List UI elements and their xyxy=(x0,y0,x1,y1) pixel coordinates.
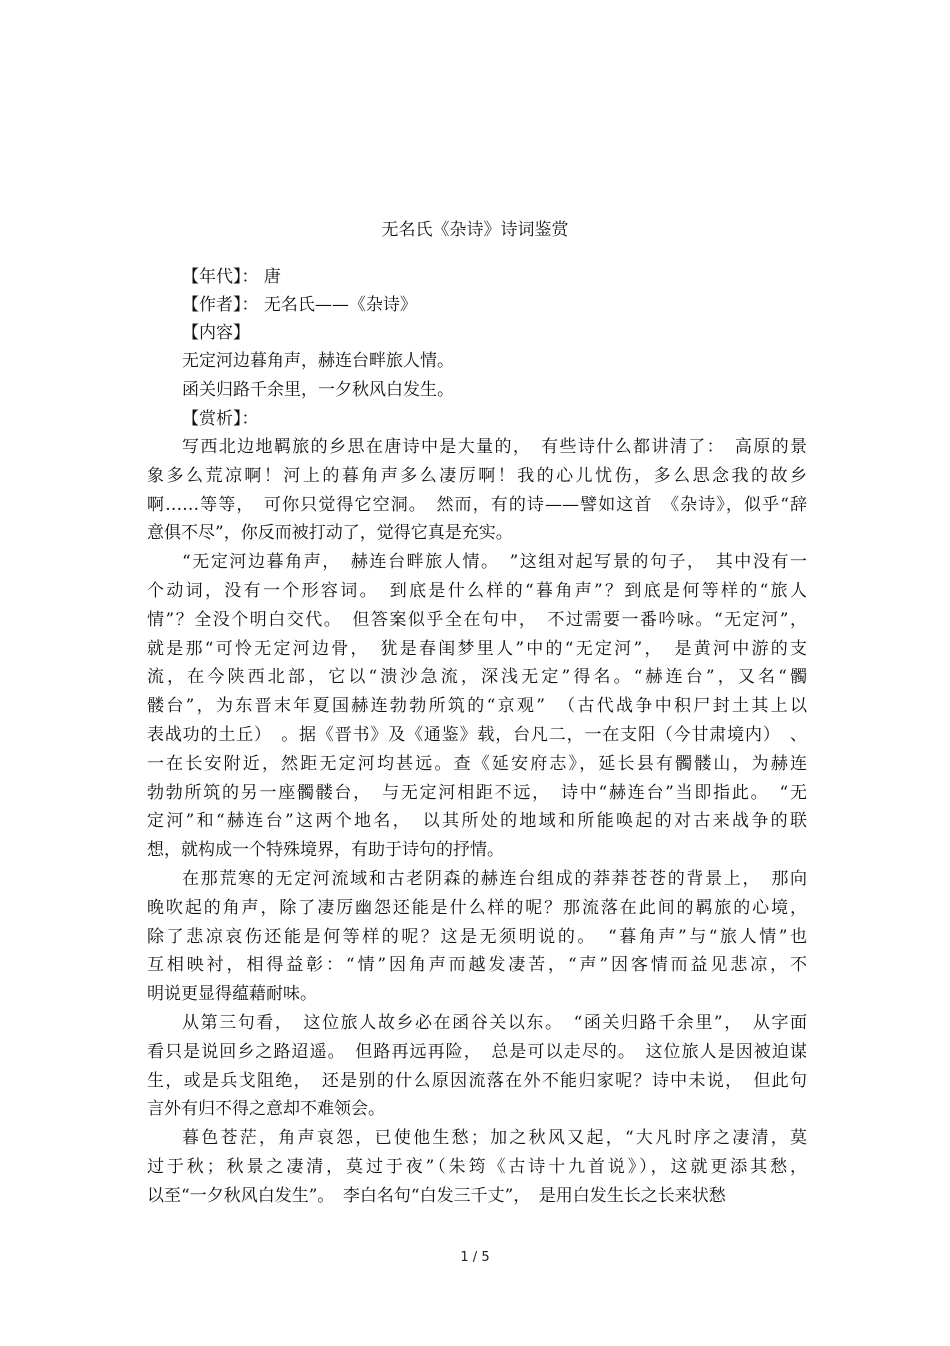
poem-line: 函关归路千余里，一夕秋风白发生。 xyxy=(182,380,454,400)
paragraph-line: 暮色苍茫，角声哀怨，已使他生愁；加之秋风又起，“大凡时序之凄清，莫 xyxy=(182,1128,807,1148)
content-label: 【内容】 xyxy=(182,323,250,343)
paragraph-line: 髅台”，为东晋末年夏国赫连勃勃所筑的“京观” （古代战争中积尸封土其上以 xyxy=(147,696,807,716)
paragraph-line: 想，就构成一个特殊境界，有助于诗句的抒情。 xyxy=(147,840,504,860)
author-line: 【作者】： 无名氏——《杂诗》 xyxy=(182,295,417,315)
paragraph-line: 勃勃所筑的另一座髑髅台， 与无定河相距不远， 诗中“赫连台”当即指此。 “无 xyxy=(147,783,807,803)
poem-line: 无定河边暮角声，赫连台畔旅人情。 xyxy=(182,351,454,371)
paragraph-line: 晚吹起的角声，除了凄厉幽怨还能是什么样的呢？那流落在此间的羁旅的心境， xyxy=(147,898,807,918)
paragraph-line: 言外有归不得之意却不难领会。 xyxy=(147,1099,385,1119)
page-title: 无名氏《杂诗》诗词鉴赏 xyxy=(381,220,569,240)
paragraph-line: 象多么荒凉啊！河上的暮角声多么凄厉啊！我的心儿忧伤，多么思念我的故乡 xyxy=(147,466,807,486)
paragraph-line: 一在长安附近，然距无定河均甚远。查《延安府志》，延长县有髑髅山，为赫连 xyxy=(147,754,807,774)
paragraph-line: 流，在今陕西北部，它以“溃沙急流，深浅无定”得名。“赫连台”，又名“髑 xyxy=(147,667,807,687)
paragraph-line: 表战功的土丘） 。据《晋书》及《通鉴》载，台凡二，一在支阳（今甘肃境内） 、 xyxy=(147,725,807,745)
paragraph-line: 就是那“可怜无定河边骨， 犹是春闺梦里人”中的“无定河”， 是黄河中游的支 xyxy=(147,639,807,659)
paragraph-line: “无定河边暮角声， 赫连台畔旅人情。 ”这组对起写景的句子， 其中没有一 xyxy=(182,552,807,572)
era-line: 【年代】： 唐 xyxy=(182,267,281,287)
paragraph-line: 看只是说回乡之路迢遥。 但路再远再险， 总是可以走尽的。 这位旅人是因被迫谋 xyxy=(147,1042,807,1062)
paragraph-line: 生，或是兵戈阻绝， 还是别的什么原因流落在外不能归家呢？诗中未说， 但此句 xyxy=(147,1071,807,1091)
paragraph-line: 明说更显得蕴藉耐味。 xyxy=(147,984,317,1004)
page-number: 1 / 5 xyxy=(460,1250,490,1265)
paragraph-line: 意俱不尽”，你反而被打动了，觉得它真是充实。 xyxy=(147,523,513,543)
paragraph-line: 从第三句看， 这位旅人故乡必在函谷关以东。 “函关归路千余里”， 从字面 xyxy=(182,1013,807,1033)
paragraph-line: 以至“一夕秋风白发生”。 李白名句“白发三千丈”， 是用白发生长之长来状愁 xyxy=(147,1186,726,1206)
paragraph-line: 情”？全没个明白交代。 但答案似乎全在句中， 不过需要一番吟咏。“无定河”， xyxy=(147,610,807,630)
paragraph-line: 除了悲凉哀伤还能是何等样的呢？这是无须明说的。 “暮角声”与“旅人情”也 xyxy=(147,927,807,947)
paragraph-line: 在那荒寒的无定河流域和古老阴森的赫连台组成的莽莽苍苍的背景上， 那向 xyxy=(182,869,807,889)
paragraph-line: 互相映衬，相得益彰：“情”因角声而越发凄苦，“声”因客情而益见悲凉，不 xyxy=(147,955,807,975)
paragraph-line: 写西北边地羁旅的乡思在唐诗中是大量的， 有些诗什么都讲清了： 高原的景 xyxy=(182,437,807,457)
paragraph-line: 定河”和“赫连台”这两个地名， 以其所处的地域和所能唤起的对古来战争的联 xyxy=(147,811,807,831)
paragraph-line: 个动词，没有一个形容词。 到底是什么样的“暮角声”？到底是何等样的“旅人 xyxy=(147,581,807,601)
paragraph-line: 啊……等等， 可你只觉得它空洞。 然而，有的诗——譬如这首 《杂诗》，似乎“辞 xyxy=(147,495,807,515)
paragraph-line: 过于秋；秋景之凄清，莫过于夜”（朱筠《古诗十九首说》），这就更添其愁， xyxy=(147,1157,807,1177)
analysis-label: 【赏析】： xyxy=(182,409,259,429)
